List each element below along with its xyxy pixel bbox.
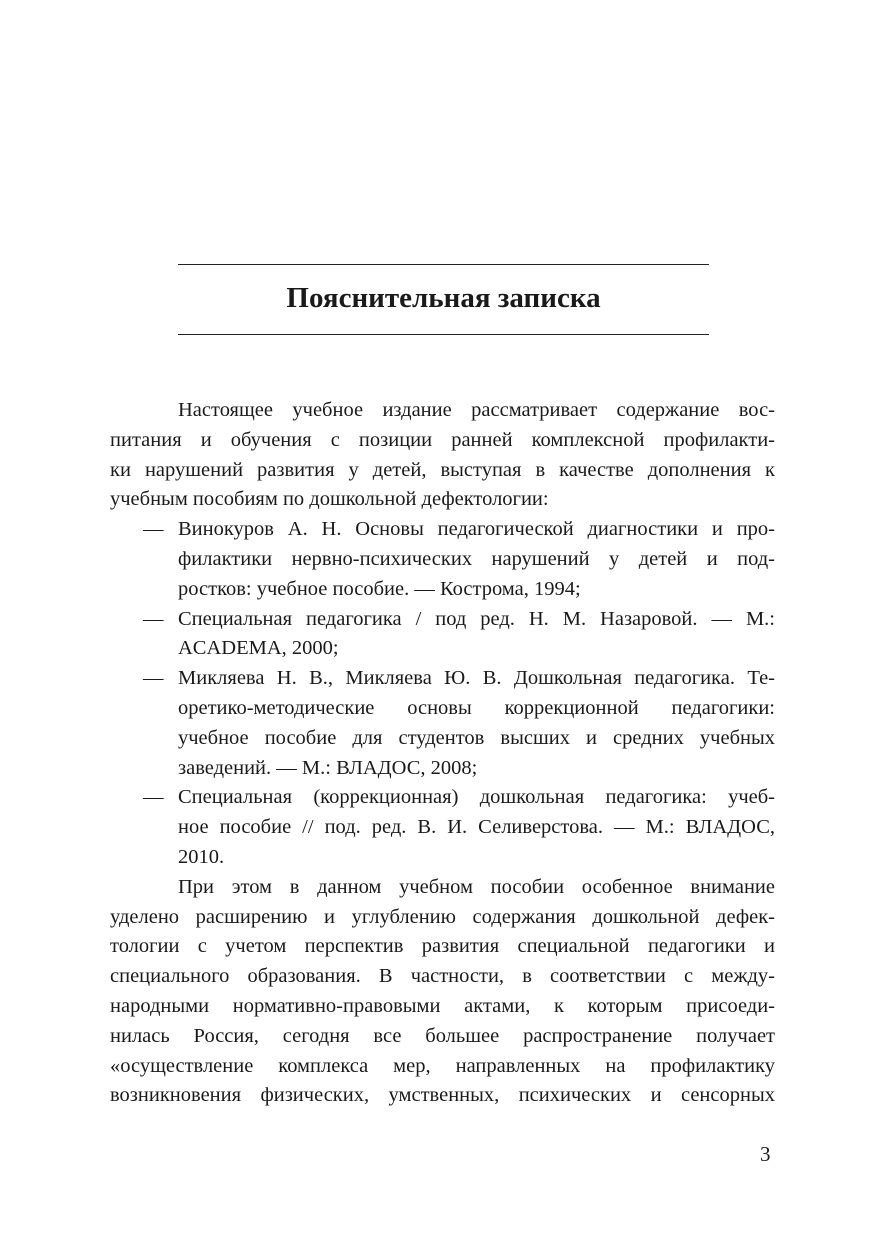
reference-list (110, 515, 775, 873)
text-line: ное пособие // под. ред. В. И. Селиверстова. — М.: ВЛАДОС, (178, 816, 775, 839)
text-line: тологии с учетом перспектив развития специальной педагогики и (110, 935, 775, 958)
text-line: уделено расширению и углублению содержания дошкольной дефек- (110, 905, 775, 928)
text-line: ростков: учебное пособие. — Кострома, 1994; (178, 577, 581, 600)
list-item (110, 664, 775, 783)
title-top-rule (178, 264, 709, 265)
text-line: учебное пособие для студентов высших и средних учебных (178, 726, 775, 749)
text-line: Специальная (коррекционная) дошкольная педагогика: учеб- (178, 786, 775, 809)
body-text (110, 396, 775, 1111)
list-item (110, 783, 775, 872)
text-line: Специальная педагогика / под ред. Н. М. Назаровой. — М.: (178, 607, 775, 630)
list-dash: — (143, 786, 164, 809)
text-line: учебным пособиям по дошкольной дефектологии: (110, 488, 549, 511)
list-dash: — (143, 518, 164, 541)
page-title: Пояснительная записка (286, 282, 601, 314)
text-line: питания и обучения с позиции ранней комплексной профилакти- (110, 428, 775, 451)
paragraph-intro (110, 396, 775, 515)
list-item (110, 605, 775, 665)
text-line: 2010. (178, 845, 225, 868)
list-item (110, 515, 775, 604)
text-line: При этом в данном учебном пособии особенное внимание (178, 875, 775, 898)
text-line: Микляева Н. В., Микляева Ю. В. Дошкольная педагогика. Те- (178, 667, 775, 690)
text-line: оретико-методические основы коррекционной педагогики: (178, 696, 775, 719)
page-number: 3 (760, 1142, 771, 1166)
text-line: филактики нервно-психических нарушений у детей и под- (178, 547, 775, 570)
text-line: Винокуров А. Н. Основы педагогической диагностики и про- (178, 518, 775, 541)
text-line: народными нормативно-правовыми актами, к которым присоеди- (110, 994, 775, 1017)
text-line: нилась Россия, сегодня все большее распространение получает (110, 1024, 775, 1047)
list-dash: — (143, 667, 164, 690)
text-line: специального образования. В частности, в соответствии с между- (110, 965, 775, 988)
text-line: Настоящее учебное издание рассматривает содержание вос- (178, 399, 775, 421)
text-line: ACADEMA, 2000; (178, 637, 339, 660)
text-line: возникновения физических, умственных, психических и сенсорных (110, 1084, 775, 1107)
text-line: «осуществление комплекса мер, направленных на профилактику (110, 1054, 775, 1077)
text-line: ки нарушений развития у детей, выступая в качестве дополнения к (110, 458, 775, 481)
paragraph-main (110, 873, 775, 1111)
list-dash: — (143, 607, 164, 630)
title-bottom-rule (178, 334, 709, 335)
text-line: заведений. — М.: ВЛАДОС, 2008; (178, 756, 478, 779)
